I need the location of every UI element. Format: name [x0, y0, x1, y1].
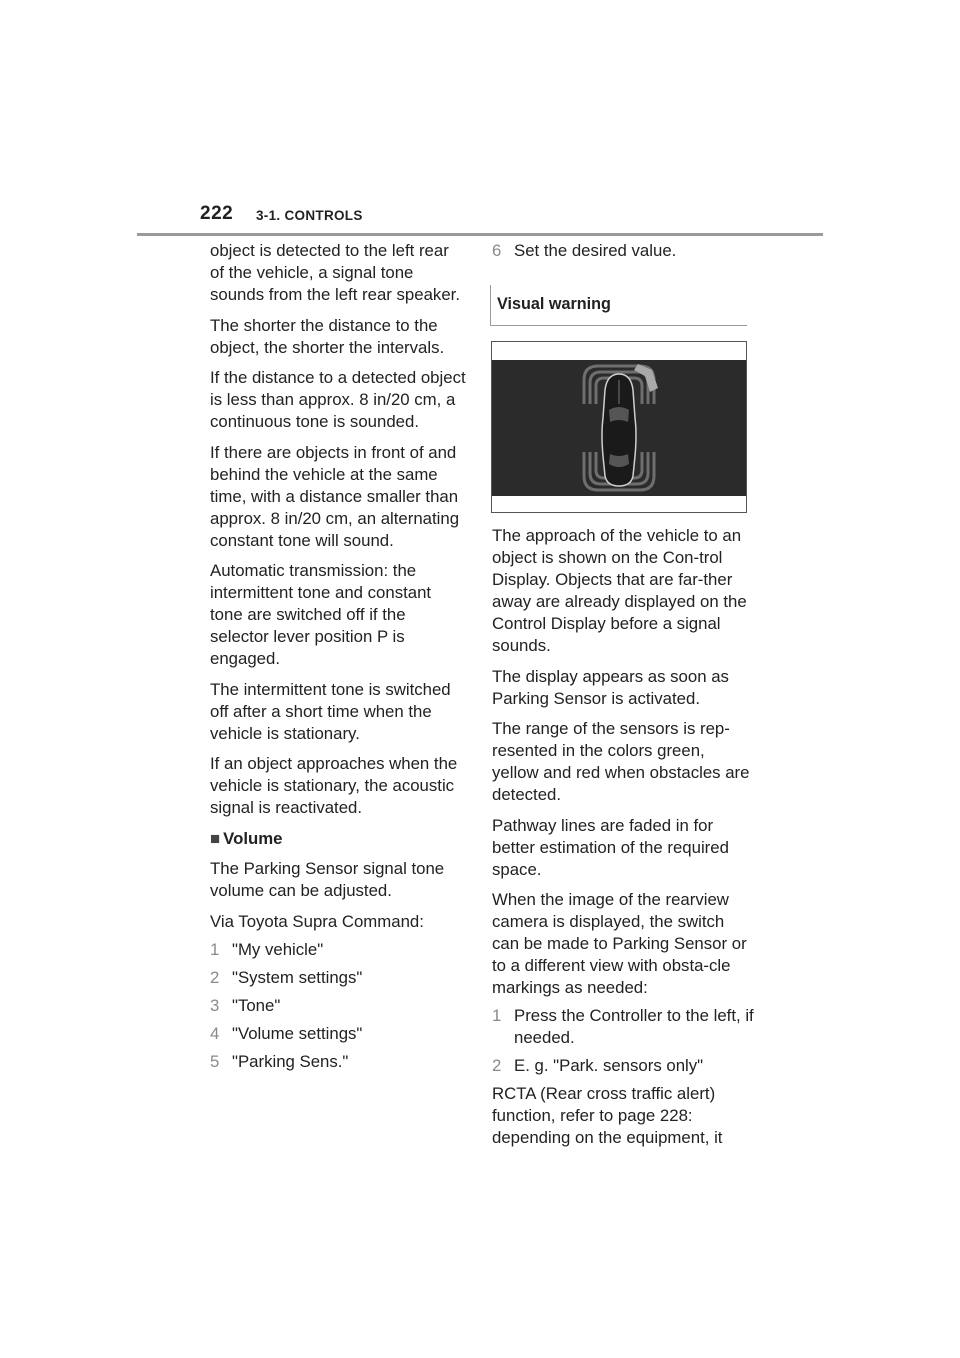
parking-sensor-display-image — [492, 360, 746, 496]
right-column — [492, 240, 754, 1158]
paragraph: Automatic transmission: the intermittent tone and constant tone are switched off if the selector lever position P is engaged. — [210, 561, 432, 668]
step-text: "Volume settings" — [232, 1023, 363, 1043]
paragraph: If there are objects in front of and behind the vehicle at the same time, with a distance smaller than approx. 8 in/20 cm, an alternating constant tone will sound. — [210, 442, 460, 550]
page-number: 222 — [200, 203, 234, 224]
paragraph: Pathway lines are faded in for better estimation of the required space. — [492, 815, 729, 879]
paragraph: RCTA (Rear cross traffic alert) function, refer to page 228: depending on the equipment, it — [492, 1084, 723, 1147]
volume-heading-text: Volume — [223, 828, 283, 848]
step-text: "System settings" — [232, 967, 363, 987]
step-text: Press the Controller to the left, if needed. — [514, 1006, 754, 1047]
step-item — [210, 1051, 466, 1073]
step-text: Set the desired value. — [514, 241, 677, 260]
step-item — [210, 995, 466, 1017]
paragraph: The intermittent tone is switched off after a short time when the vehicle is stationary. — [210, 679, 451, 743]
step-text: "Parking Sens." — [232, 1051, 349, 1071]
visual-warning-heading: Visual warning — [490, 285, 747, 326]
paragraph: The Parking Sensor signal tone volume can be adjusted. — [210, 859, 445, 900]
step-item — [492, 1055, 754, 1077]
step-text: "My vehicle" — [232, 939, 324, 959]
step-number: 6 — [492, 241, 502, 260]
step-number: 2 — [492, 1056, 502, 1075]
paragraph: If an object approaches when the vehicle is stationary, the acoustic signal is reactivated. — [210, 754, 458, 817]
volume-heading — [210, 828, 466, 850]
paragraph: If the distance to a detected object is less than approx. 8 in/20 cm, a continuous tone is sounded. — [210, 368, 466, 431]
section-title: 3-1. CONTROLS — [256, 208, 363, 223]
step-number: 1 — [210, 939, 220, 959]
step-number: 4 — [210, 1023, 220, 1043]
bullet-square-icon: ■ — [210, 828, 221, 848]
paragraph: The range of the sensors is rep-resented in the colors green, yellow and red when obstacles are detected. — [492, 719, 750, 804]
paragraph: The display appears as soon as Parking Sensor is activated. — [492, 666, 729, 708]
step-item — [210, 939, 466, 961]
step-number: 5 — [210, 1051, 220, 1071]
step-text: E. g. "Park. sensors only" — [514, 1056, 704, 1075]
step-item — [210, 967, 466, 989]
step-number: 2 — [210, 967, 220, 987]
paragraph: When the image of the rearview camera is displayed, the switch can be made to Parking Sensor or to a different view with obsta-cle markings as needed: — [492, 890, 747, 997]
paragraph: The approach of the vehicle to an object is shown on the Con-trol Display. Objects that are far-ther away are already displayed on the Control Display before a signal sounds. — [492, 526, 747, 655]
parking-sensor-figure — [491, 341, 747, 513]
car-top-view-icon — [602, 374, 636, 486]
left-column — [210, 240, 466, 1079]
step-item — [210, 1023, 466, 1045]
step-number: 3 — [210, 995, 220, 1015]
step-item — [492, 240, 754, 262]
command-intro: Via Toyota Supra Command: — [210, 911, 424, 931]
step-item — [492, 1005, 754, 1049]
paragraph: The shorter the distance to the object, the shorter the intervals. — [210, 315, 445, 357]
header-divider — [137, 233, 823, 236]
paragraph: object is detected to the left rear of the vehicle, a signal tone sounds from the left rear speaker. — [210, 241, 460, 304]
step-text: "Tone" — [232, 995, 281, 1015]
step-number: 1 — [492, 1006, 502, 1025]
